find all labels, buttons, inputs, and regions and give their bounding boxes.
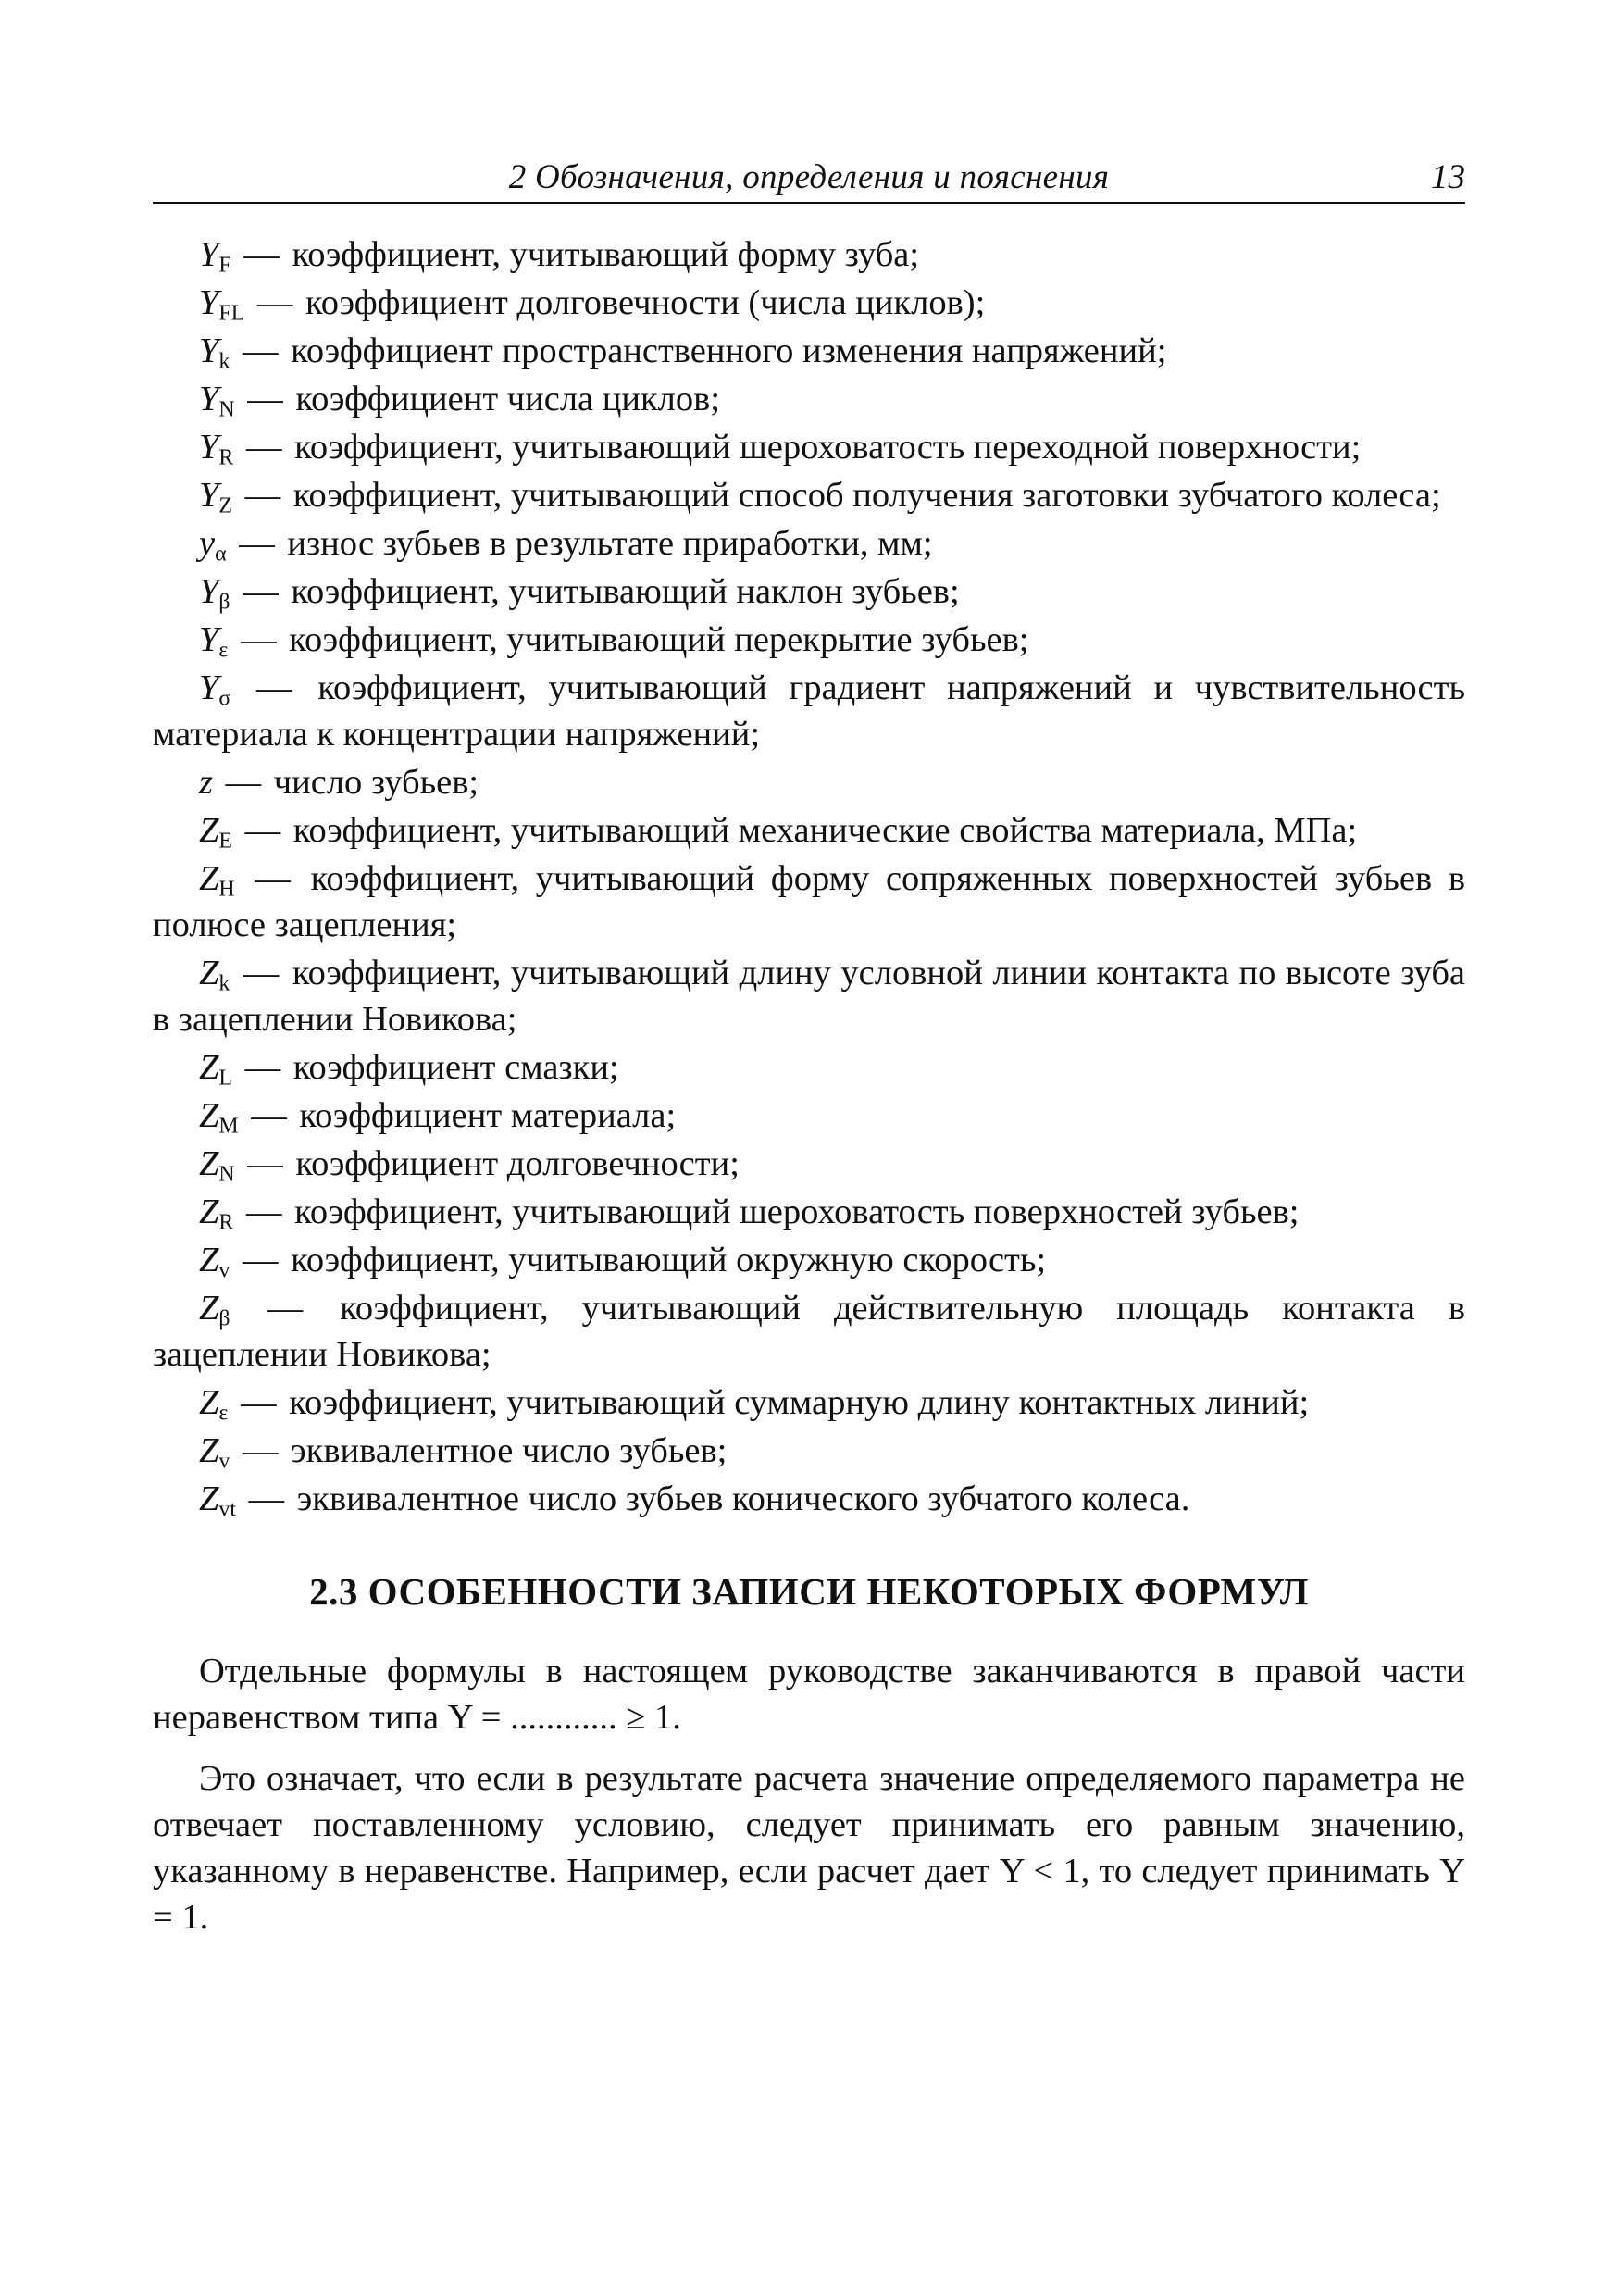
symbol-subscript: N [218,1162,235,1187]
em-dash: — [237,428,292,467]
section-title: 2.3 ОСОБЕННОСТИ ЗАПИСИ НЕКОТОРЫХ ФОРМУЛ [309,1570,1309,1613]
definition-symbol [199,476,232,518]
definition-item [153,231,1465,278]
symbol-subscript: M [218,1114,239,1139]
definition-symbol [199,1048,232,1091]
symbol-base: Z [199,1096,219,1135]
definition-symbol [199,1096,239,1139]
symbol-base: Y [199,620,219,659]
em-dash: — [233,331,288,370]
symbol-subscript: β [218,1306,230,1331]
page-header [153,156,1465,204]
em-dash: — [236,1048,290,1087]
definition-symbol [199,524,227,567]
symbol-subscript: FL [218,301,245,326]
em-dash: — [233,1431,288,1470]
symbol-subscript: k [218,971,230,996]
em-dash: — [234,235,289,274]
symbol-base: Z [199,1048,219,1087]
paragraph-1: Отдельные формулы в настоящем руководстве заканчиваются в правой части неравенством типа Y = ............ ≥ 1. [153,1652,1465,1737]
definition-text: коэффициент материала; [299,1096,677,1135]
definition-item [153,950,1465,1042]
definition-text: коэффициент, учитывающий градиент напряжений и чувствительность материала к концентрации напряжений; [153,668,1465,754]
em-dash: — [233,954,289,992]
definition-item [153,280,1465,326]
running-title: 2 Обозначения, определения и пояснения [508,158,1110,196]
em-dash: — [236,811,290,850]
definition-symbol [199,954,230,996]
symbol-base: Z [199,1192,219,1231]
symbol-base: y [199,524,216,563]
symbol-base: Z [199,1241,219,1279]
definition-text: коэффициент, учитывающий длину условной линии контакта по высоте зуба в зацеплении Новикова; [153,954,1466,1039]
definition-symbol [199,1479,236,1522]
definition-item [153,759,1465,805]
paragraph-2: Это означает, что если в результате расчета значение определяемого параметра не отвечает поставленному условию, следует принимать его равным значению, указанному в неравенстве. Например, если расчет дает Y < 1, то следует принимать Y = 1. [153,1759,1465,1937]
symbol-subscript: H [218,877,235,902]
symbol-base: Z [199,811,219,850]
em-dash: — [233,1289,337,1328]
definition-item [153,1092,1465,1139]
symbol-subscript: σ [218,686,231,711]
definition-item [153,376,1465,422]
definition-item [153,665,1465,757]
em-dash: — [237,1192,292,1231]
definition-symbol [199,1144,235,1187]
em-dash: — [248,283,303,322]
definition-item [153,1428,1465,1474]
definition-symbol [199,620,229,663]
em-dash: — [234,668,315,707]
symbol-base: Y [199,572,219,611]
definition-text: коэффициент, учитывающий наклон зубьев; [291,572,960,611]
em-dash: — [231,1383,286,1422]
definition-item [153,1476,1465,1522]
symbol-subscript: v [218,1449,230,1474]
symbol-subscript: R [218,1210,234,1235]
em-dash: — [216,763,270,802]
symbol-subscript: N [218,397,235,422]
definition-symbol [199,572,230,615]
em-dash: — [230,524,284,563]
symbol-base: Z [199,1383,219,1422]
symbol-base: z [199,763,213,802]
symbol-base: Z [199,1144,219,1183]
definition-text: коэффициент, учитывающий форму зуба; [292,235,920,274]
definition-symbol [199,811,232,854]
em-dash: — [233,1241,288,1279]
symbol-base: Y [199,283,219,322]
definition-symbol [199,668,231,711]
em-dash: — [242,1096,296,1135]
em-dash: — [231,620,286,659]
symbol-base: Z [199,954,219,992]
definition-item [153,472,1465,518]
symbol-base: Y [199,668,219,707]
definition-symbol [199,380,235,422]
symbol-subscript: ε [218,638,229,663]
symbol-base: Y [199,428,219,467]
definition-item [153,1237,1465,1283]
definition-symbol [199,283,245,326]
symbol-subscript: k [218,349,230,374]
symbol-base: Z [199,1289,219,1328]
definition-text: эквивалентное число зубьев; [291,1431,728,1470]
definition-item [153,1379,1465,1426]
definition-symbol [199,1431,230,1474]
definition-symbol [199,763,213,802]
symbol-subscript: vt [218,1497,236,1522]
symbol-base: Y [199,476,219,515]
definition-symbol [199,1383,229,1426]
em-dash: — [238,380,292,418]
definition-item [153,1285,1465,1378]
definition-text: коэффициент, учитывающий окружную скорость; [291,1241,1047,1279]
symbol-base: Y [199,380,219,418]
em-dash: — [236,476,290,515]
definition-symbol [199,859,235,902]
definition-text: коэффициент, учитывающий шероховатость поверхностей зубьев; [294,1192,1300,1231]
symbol-subscript: L [218,1066,232,1091]
definition-text: коэффициент, учитывающий суммарную длину контактных линий; [289,1383,1310,1422]
symbol-subscript: E [218,829,232,854]
definition-text: коэффициент долговечности; [295,1144,740,1183]
definition-item [153,520,1465,567]
page-number: 13 [1431,158,1465,196]
em-dash: — [238,859,307,898]
symbol-subscript: v [218,1258,230,1283]
symbol-subscript: Z [218,493,232,518]
definition-text: коэффициент, учитывающий форму сопряженных поверхностей зубьев в полюсе зацепления; [153,859,1466,944]
definition-item [153,807,1465,854]
definition-item [153,568,1465,615]
definition-item [153,328,1465,374]
symbol-base: Z [199,1479,219,1518]
definition-text: коэффициент, учитывающий перекрытие зубьев; [289,620,1029,659]
definition-text: коэффициент пространственного изменения напряжений; [291,331,1167,370]
definition-text: коэффициент, учитывающий шероховатость переходной поверхности; [294,428,1362,467]
definition-item [153,1189,1465,1235]
definition-text: число зубьев; [273,763,479,802]
definition-text: коэффициент числа циклов; [295,380,721,418]
definition-symbol [199,235,231,278]
symbol-subscript: β [218,590,230,615]
definition-text: коэффициент, учитывающий действительную площадь контакта в зацеплении Новикова; [153,1289,1465,1374]
definition-item [153,855,1465,948]
definition-text: коэффициент, учитывающий способ получения заготовки зубчатого колеса; [292,476,1441,515]
symbol-base: Y [199,235,219,274]
definition-item [153,1044,1465,1091]
symbol-base: Z [199,859,219,898]
definition-item [153,617,1465,663]
em-dash: — [239,1479,293,1518]
symbol-subscript: ε [218,1401,229,1426]
definition-symbol [199,428,234,470]
definition-symbol [199,1289,230,1331]
symbol-base: Z [199,1431,219,1470]
definition-symbol [199,1192,234,1235]
definition-symbol [199,1241,230,1283]
definition-text: эквивалентное число зубьев конического зубчатого колеса. [296,1479,1190,1518]
symbol-subscript: α [215,542,227,567]
symbol-subscript: R [218,445,234,470]
symbol-subscript: F [218,253,231,278]
definition-text: износ зубьев в результате приработки, мм; [287,524,933,563]
em-dash: — [238,1144,292,1183]
definition-item [153,424,1465,470]
definition-text: коэффициент смазки; [292,1048,619,1087]
definition-text: коэффициент долговечности (числа циклов); [305,283,986,322]
symbol-base: Y [199,331,219,370]
em-dash: — [233,572,288,611]
definitions-list [153,231,1465,1522]
definition-symbol [199,331,230,374]
definition-item [153,1141,1465,1187]
definition-text: коэффициент, учитывающий механические свойства материала, МПа; [292,811,1358,850]
page-body [153,231,1465,1955]
